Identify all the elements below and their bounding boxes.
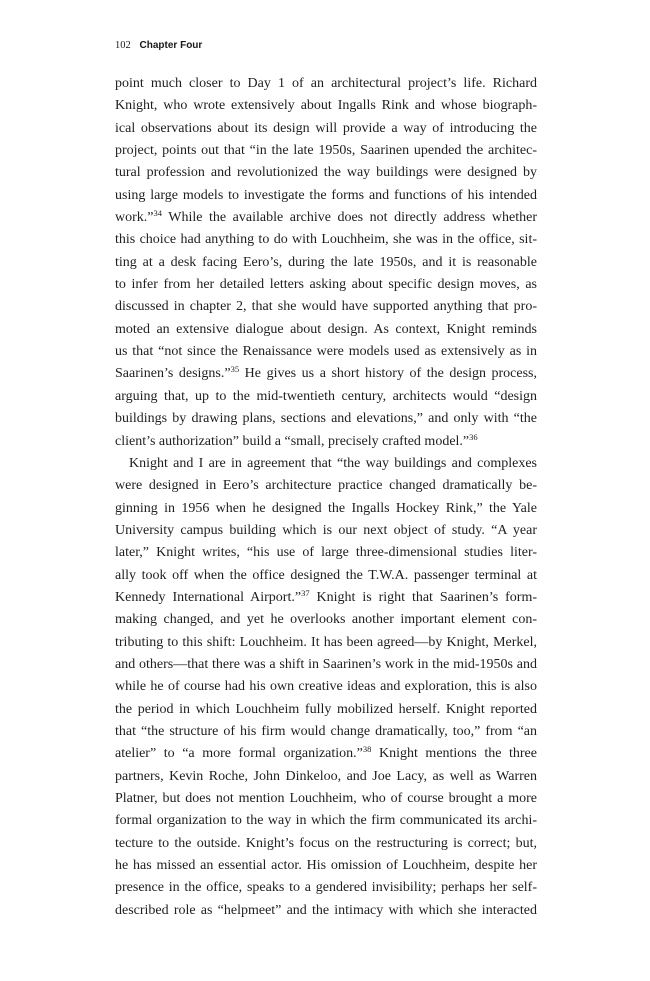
text-line: tecture to the outside. Knight’s focus on the restructuring is correct; but, <box>115 835 537 851</box>
text-line: ical observations about its design will provide a way of introducing the <box>115 120 537 136</box>
text-line: partners, Kevin Roche, John Dinkeloo, and Joe Lacy, as well as Warren <box>115 768 537 784</box>
text-line: ting at a desk facing Eero’s, during the late 1950s, and it is reasonable <box>115 254 537 270</box>
text-line: formal organization to the way in which the firm communicated its archi- <box>115 813 537 829</box>
text-line: later,” Knight writes, “his use of large three-dimensional studies liter- <box>115 545 537 561</box>
text-line: tributing to this shift: Louchheim. It has been agreed—by Knight, Merkel, <box>115 634 537 650</box>
text-line: discussed in chapter 2, that she would have supported anything that pro- <box>115 299 537 315</box>
footnote-ref: 36 <box>469 431 478 442</box>
text-line: presence in the office, speaks to a gendered invisibility; perhaps her self- <box>115 880 537 896</box>
text-line: that “the structure of his firm would change dramatically, too,” from “an <box>115 723 537 739</box>
text-line: using large models to investigate the forms and functions of his intended <box>115 187 537 203</box>
text-line: making changed, and yet he overlooks another important element con- <box>115 612 537 628</box>
text-line: client’s authorization” build a “small, precisely crafted model.”$^{36}$ <box>115 431 478 449</box>
text-line: us that “not since the Renaissance were models used as extensively as in <box>115 344 537 360</box>
text-line: point much closer to Day 1 of an architectural project’s life. Richard <box>115 76 537 91</box>
text-line: work.”$^{34}$ While the available archive does not directly address whether <box>115 208 537 226</box>
text-line: project, points out that “in the late 1950s, Saarinen upended the architec- <box>115 143 537 159</box>
chapter-title: Chapter Four <box>139 40 203 51</box>
text-line: ginning in 1956 when he designed the Ingalls Hockey Rink,” the Yale <box>115 500 537 516</box>
text-line: and others—that there was a shift in Saarinen’s work in the mid-1950s and <box>115 656 537 672</box>
paragraph <box>115 453 537 922</box>
text-line: he has missed an essential actor. His omission of Louchheim, despite her <box>115 858 537 874</box>
running-head <box>115 40 202 51</box>
text-line: to infer from her detailed letters asking about specific design moves, as <box>115 277 537 293</box>
text-line: Saarinen’s designs.”$^{35}$ He gives us a short history of the design process, <box>115 364 538 382</box>
text-line: buildings by drawing plans, sections and elevations,” and only with “the <box>115 411 537 427</box>
text-line: while he of course had his own creative ideas and exploration, this is also <box>115 679 537 695</box>
text-line: arguing that, up to the mid-twentieth century, architects would “design <box>115 388 537 404</box>
footnote-ref: 35 <box>230 364 240 375</box>
footnote-ref: 34 <box>153 208 162 219</box>
text-line: atelier” to “a more formal organization.”$^{38}$ Knight mentions the three <box>115 744 537 762</box>
paragraph <box>115 73 537 453</box>
text-line: Knight, who wrote extensively about Ingalls Rink and whose biograph- <box>115 98 537 114</box>
text-line: University campus building which is our next object of study. “A year <box>115 522 537 538</box>
footnote-ref: 37 <box>301 587 310 598</box>
text-line: Kennedy International Airport.”$^{37}$ Knight is right that Saarinen’s form- <box>115 587 537 605</box>
footnote-ref: 38 <box>362 744 372 755</box>
text-line: tural profession and revolutionized the way buildings were designed by <box>115 165 537 181</box>
text-line: this choice had anything to do with Louchheim, she was in the office, sit- <box>115 232 537 248</box>
text-line: described role as “helpmeet” and the intimacy with which she interacted <box>115 902 537 918</box>
text-line: Platner, but does not mention Louchheim, who of course brought a more <box>115 791 537 806</box>
text-line: ally took off when the office designed the T.W.A. passenger terminal at <box>115 567 537 583</box>
text-line: were designed in Eero’s architecture practice changed dramatically be- <box>115 478 537 494</box>
page-number: 102 <box>115 40 131 51</box>
text-line: the period in which Louchheim fully mobilized herself. Knight reported <box>115 701 537 717</box>
text-line: moted an extensive dialogue about design. As context, Knight reminds <box>115 321 537 337</box>
body-text <box>115 73 537 922</box>
text-line: Knight and I are in agreement that “the way buildings and complexes <box>129 455 537 471</box>
